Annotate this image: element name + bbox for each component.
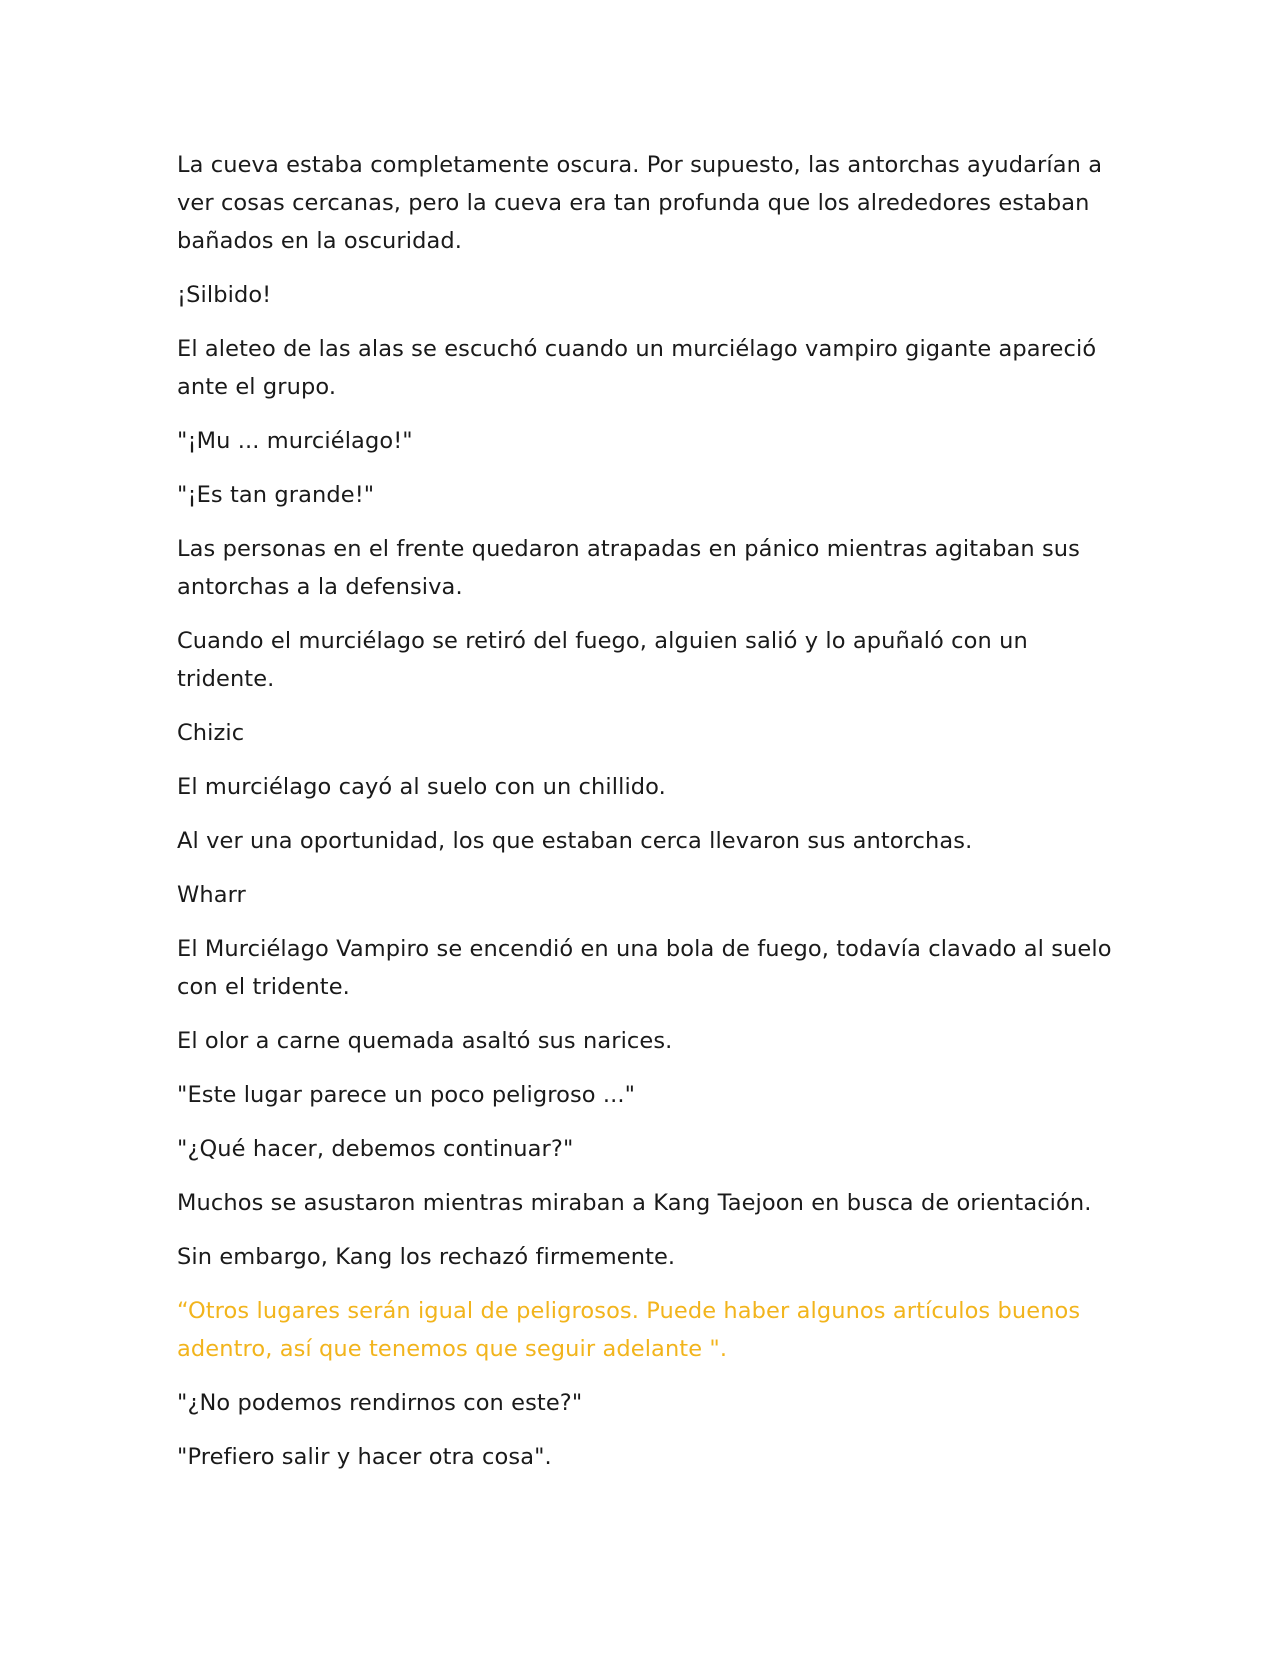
paragraph: "¡Es tan grande!" [177,482,375,508]
paragraph: La cueva estaba completamente oscura. Por supuesto, las antorchas ayudarían a ver cosas cercanas, pero la cueva era tan profunda que los alrededores estaban bañados en la oscuridad. [177,152,1103,254]
paragraph: Muchos se asustaron mientras miraban a Kang Taejoon en busca de orientación. [177,1190,1092,1216]
paragraph: El aleteo de las alas se escuchó cuando un murciélago vampiro gigante apareció ante el grupo. [177,336,1097,400]
paragraph: El murciélago cayó al suelo con un chillido. [177,774,666,800]
paragraph: El Murciélago Vampiro se encendió en una bola de fuego, todavía clavado al suelo con el tridente. [177,936,1112,1000]
paragraph: Wharr [177,882,246,908]
paragraph: Las personas en el frente quedaron atrapadas en pánico mientras agitaban sus antorchas a la defensiva. [177,536,1080,600]
paragraph: "¡Mu ... murciélago!" [177,428,413,454]
paragraph: Cuando el murciélago se retiró del fuego, alguien salió y lo apuñaló con un tridente. [177,628,1028,692]
paragraph: "¿No podemos rendirnos con este?" [177,1390,583,1416]
paragraph: ¡Silbido! [177,282,272,308]
paragraph: Al ver una oportunidad, los que estaban cerca llevaron sus antorchas. [177,828,973,854]
paragraph: "¿Qué hacer, debemos continuar?" [177,1136,574,1162]
highlighted-paragraph: “Otros lugares serán igual de peligrosos. Puede haber algunos artículos buenos adentro, así que tenemos que seguir adelante ". [177,1298,1081,1362]
paragraph: "Prefiero salir y hacer otra cosa". [177,1444,552,1470]
document-body [177,146,1117,1492]
paragraph: El olor a carne quemada asaltó sus narices. [177,1028,673,1054]
paragraph: Sin embargo, Kang los rechazó firmemente. [177,1244,676,1270]
paragraph: Chizic [177,720,245,746]
paragraph: "Este lugar parece un poco peligroso ..." [177,1082,636,1108]
